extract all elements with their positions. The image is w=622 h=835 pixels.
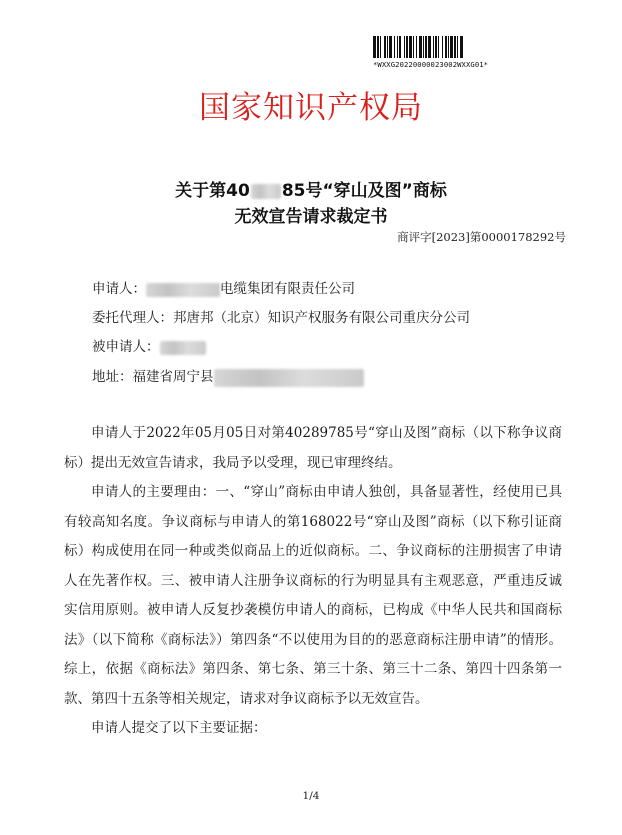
address-label: 地址： <box>92 369 133 385</box>
title-prefix: 关于第40 <box>175 181 250 201</box>
applicant-line <box>92 277 355 297</box>
address-value: 福建省周宁县 <box>132 369 214 385</box>
agent-line <box>92 306 470 326</box>
applicant-label: 申请人： <box>92 281 146 297</box>
paragraph-acceptance: 申请人于2022年05月05日对第40289785号“穿山及图”商标（以下称争议商标）提出无效宣告请求，我局予以受理，现已审理终结。 <box>64 425 562 471</box>
page-number: 1/4 <box>302 790 320 802</box>
document-body <box>64 419 562 744</box>
barcode-text: *WXXG20220000023002WXXG01* <box>373 60 489 69</box>
address-line <box>92 365 364 387</box>
redacted-respondent <box>160 341 206 355</box>
barcode-block <box>373 36 551 69</box>
document-number: 商评字[2023]第0000178292号 <box>397 230 566 244</box>
title-suffix: 85号“穿山及图”商标 <box>281 181 447 201</box>
paragraph-reasons: 申请人的主要理由：一、“穿山”商标由申请人独创，具备显著性，经使用已具有较高知名度。争议商标与申请人的第168022号“穿山及图”商标（以下称引证商标）构成使用在同一种或类似商品上的近似商标。二、争议商标的注册损害了申请人在先著作权。三、被申请人注册争议商标的行为明显具有主观恶意，严重违反诚实信用原则。被申请人反复抄袭模仿申请人的商标，已构成《中华人民共和国商标法》（以下简称《商标法》）第四条“不以使用为目的的恶意商标注册申请”的情形。综上，依据《商标法》第四条、第七条、第三十条、第三十二条、第四十四条第一款、第四十五条等相关规定，请求对争议商标予以无效宣告。 <box>64 484 562 707</box>
agent-label: 委托代理人： <box>92 310 173 326</box>
respondent-line <box>92 335 206 355</box>
agent-value: 邦唐邦（北京）知识产权服务有限公司重庆分公司 <box>173 310 470 326</box>
document-title-line1 <box>0 176 622 201</box>
redacted-address <box>214 369 364 387</box>
redacted-applicant <box>146 283 220 297</box>
applicant-value: 电缆集团有限责任公司 <box>220 281 355 297</box>
redacted-number <box>251 184 281 199</box>
document-title-line2: 无效宣告请求裁定书 <box>234 207 388 227</box>
barcode-image <box>373 36 551 58</box>
paragraph-evidence: 申请人提交了以下主要证据： <box>91 720 267 736</box>
office-title: 国家知识产权局 <box>199 90 423 126</box>
respondent-label: 被申请人： <box>92 339 160 355</box>
